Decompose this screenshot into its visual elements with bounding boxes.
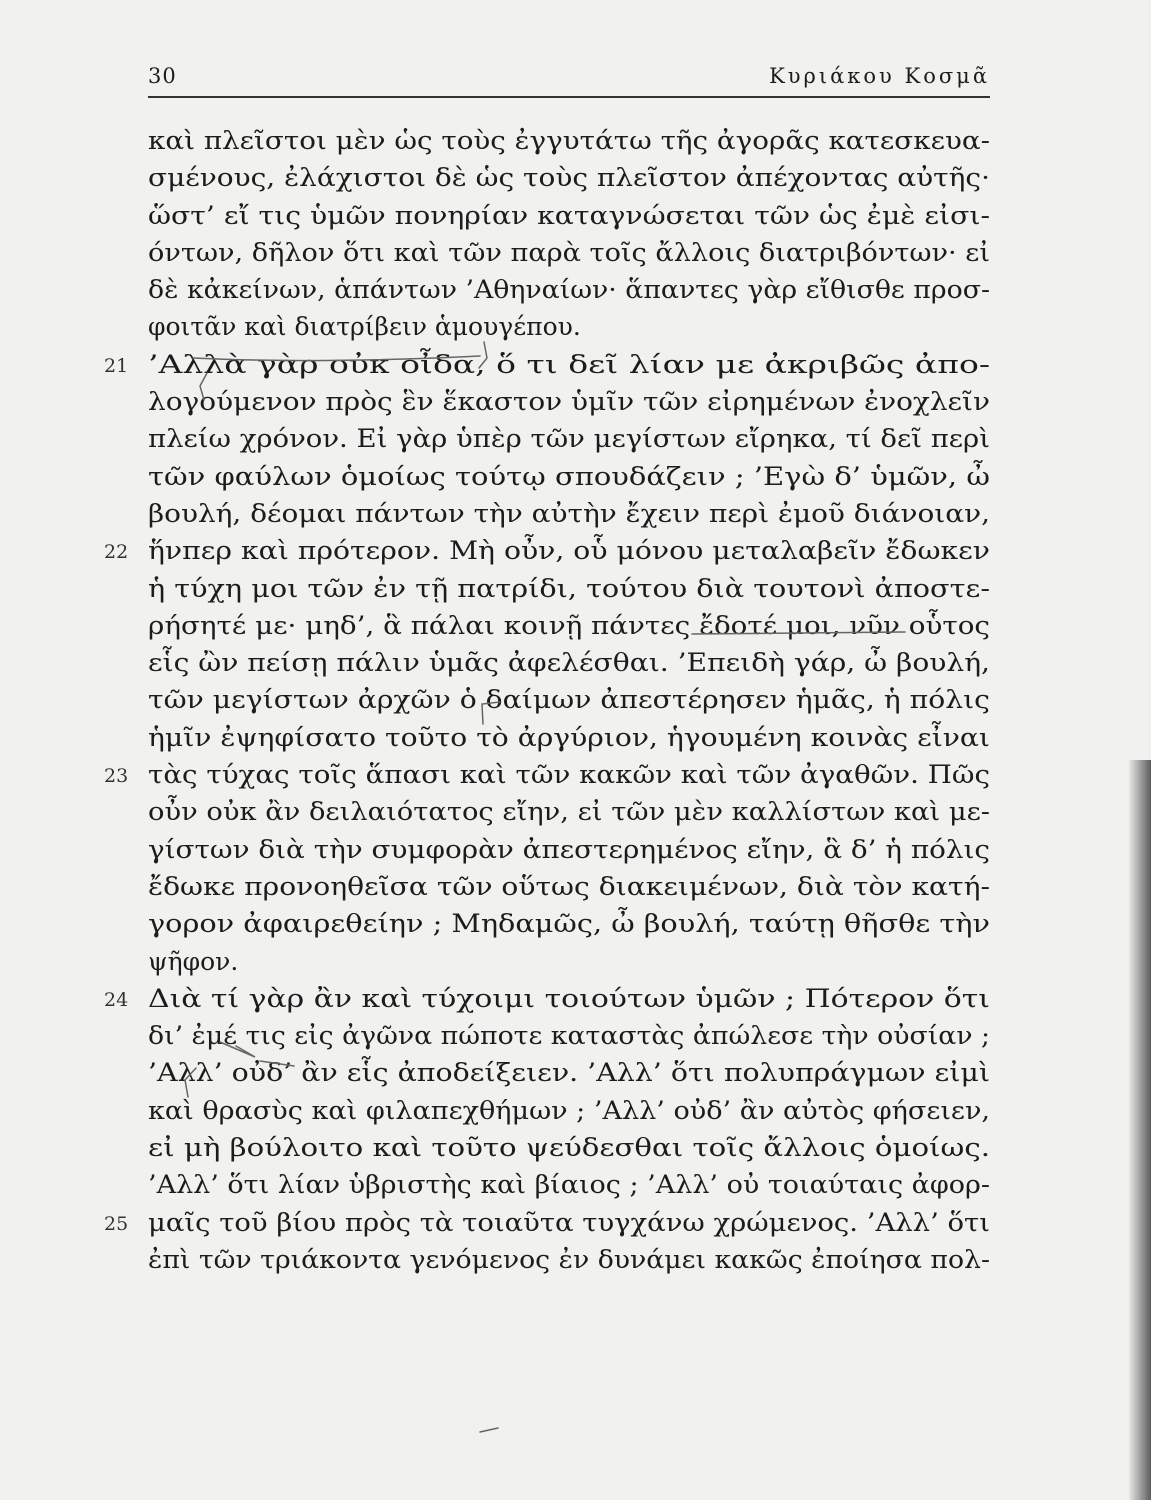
running-head: Κυριάκου Κοσμᾶ	[769, 64, 990, 88]
text-line	[148, 644, 990, 681]
section-number: 21	[104, 354, 129, 377]
line-text: γορον ἀφαιρεθείην ; Μηδαμῶς, ὦ βουλή, ταύτῃ θῆσθε τὴν	[148, 909, 990, 939]
text-line	[148, 495, 990, 532]
page-header	[148, 62, 990, 98]
main-text	[104, 122, 991, 1278]
text-line	[148, 308, 990, 345]
text-line	[148, 271, 990, 308]
line-text: ’Αλλ’ οὐδ’ ἂν εἷς ἀποδείξειεν. ’Αλλ’ ὅτι πολυπράγμων εἰμὶ	[148, 1058, 990, 1088]
line-text: ἔδωκε προνοηθεῖσα τῶν οὕτως διακειμένων, διὰ τὸν κατή-	[148, 871, 990, 901]
line-text: πλείω χρόνον. Εἰ γὰρ ὑπὲρ τῶν μεγίστων εἴρηκα, τί δεῖ περὶ	[148, 424, 990, 454]
line-text: ὥστ’ εἴ τις ὑμῶν πονηρίαν καταγνώσεται τῶν ὡς ἐμὲ εἰσι-	[148, 200, 990, 230]
line-text: λογούμενον πρὸς ἓν ἕκαστον ὑμῖν τῶν εἰρημένων ἐνοχλεῖν	[148, 387, 990, 417]
page-edge-shadow	[1129, 760, 1151, 1500]
text-line	[104, 532, 991, 569]
line-text: ἡμῖν ἐψηφίσατο τοῦτο τὸ ἀργύριον, ἡγουμένη κοινὰς εἶναι	[148, 722, 990, 752]
text-line	[148, 607, 990, 644]
section-number: 25	[104, 1212, 129, 1235]
section-number: 23	[104, 765, 129, 788]
line-text: ’Αλλὰ γὰρ οὐκ οἶδα, ὅ τι δεῖ λίαν με ἀκριβῶς ἀπο-	[148, 349, 990, 379]
text-line	[148, 197, 990, 234]
line-text: βουλή, δέομαι πάντων τὴν αὐτὴν ἔχειν περὶ ἐμοῦ διάνοιαν,	[148, 498, 990, 528]
text-line	[148, 719, 990, 756]
text-line	[148, 831, 990, 868]
line-text: τὰς τύχας τοῖς ἅπασι καὶ τῶν κακῶν καὶ τῶν ἀγαθῶν. Πῶς	[148, 760, 990, 790]
line-text: γίστων διὰ τὴν συμφορὰν ἀπεστερημένος εἴην, ἃ δ’ ἡ πόλις	[148, 834, 990, 864]
line-text: Διὰ τί γὰρ ἂν καὶ τύχοιμι τοιούτων ὑμῶν ; Πότερον ὅτι	[148, 983, 990, 1013]
line-text: ἥνπερ καὶ πρότερον. Μὴ οὖν, οὗ μόνου μεταλαβεῖν ἔδωκεν	[148, 536, 991, 566]
text-line	[148, 1017, 990, 1054]
line-text: τῶν φαύλων ὁμοίως τούτῳ σπουδάζειν ; ’Εγὼ δ’ ὑμῶν, ὦ	[148, 461, 990, 491]
line-text: καὶ πλεῖστοι μὲν ὡς τοὺς ἐγγυτάτω τῆς ἀγορᾶς κατεσκευα-	[148, 126, 990, 155]
line-text: ἐπὶ τῶν τριάκοντα γενόμενος ἐν δυνάμει κακῶς ἐποίησα πολ-	[148, 1244, 990, 1274]
text-line	[148, 1166, 990, 1203]
line-text: καὶ θρασὺς καὶ φιλαπεχθήμων ; ’Αλλ’ οὐδ’ ἂν αὐτὸς φήσειεν,	[148, 1095, 991, 1125]
line-text: τῶν μεγίστων ἀρχῶν ὁ δαίμων ἀπεστέρησεν ἡμᾶς, ἡ πόλις	[148, 685, 990, 715]
pencil-dash-mark	[480, 1428, 498, 1432]
text-line	[148, 868, 990, 905]
text-line	[148, 1092, 990, 1129]
text-line	[148, 458, 990, 495]
text-line	[148, 905, 990, 942]
line-text: ἡ τύχη μοι τῶν ἐν τῇ πατρίδι, τούτου διὰ τουτονὶ ἀποστε-	[148, 573, 990, 603]
text-line	[104, 346, 990, 383]
text-line	[148, 234, 990, 271]
text-line	[148, 420, 990, 457]
line-text: μαῖς τοῦ βίου πρὸς τὰ τοιαῦτα τυγχάνω χρώμενος. ’Αλλ’ ὅτι	[148, 1207, 990, 1237]
line-text: εἷς ὢν πείσῃ πάλιν ὑμᾶς ἀφελέσθαι. ’Επειδὴ γάρ, ὦ βουλή,	[148, 648, 990, 678]
text-line	[148, 159, 990, 196]
text-line	[148, 570, 990, 607]
line-text: ρήσητέ με· μηδ’, ἃ πάλαι κοινῇ πάντες ἔδοτέ μοι, νῦν οὗτος	[148, 610, 990, 640]
text-line	[148, 793, 990, 830]
line-text: εἰ μὴ βούλοιτο καὶ τοῦτο ψεύδεσθαι τοῖς ἄλλοις ὁμοίως.	[148, 1133, 990, 1163]
text-line	[148, 1241, 990, 1278]
text-line	[148, 383, 990, 420]
text-line	[104, 1204, 990, 1241]
text-line	[148, 1054, 990, 1091]
text-line	[104, 756, 990, 793]
line-text: δὲ κἀκείνων, ἁπάντων ’Αθηναίων· ἅπαντες γὰρ εἴθισθε προσ-	[148, 275, 990, 305]
text-line	[148, 1129, 990, 1166]
page-number: 30	[148, 64, 177, 88]
text-line	[104, 980, 990, 1017]
line-text: σμένους, ἐλάχιστοι δὲ ὡς τοὺς πλεῖστον ἀπέχοντας αὐτῆς·	[148, 163, 991, 193]
section-number: 24	[104, 988, 129, 1011]
text-line	[148, 681, 990, 718]
text-line	[148, 943, 990, 980]
line-text: δι’ ἐμέ τις εἰς ἀγῶνα πώποτε καταστὰς ἀπώλεσε τὴν οὐσίαν ;	[148, 1021, 990, 1051]
line-text: φοιτᾶν καὶ διατρίβειν ἁμουγέπου.	[148, 312, 581, 342]
text-line	[148, 122, 990, 159]
line-text: ψῆφον.	[148, 946, 239, 976]
line-text: ’Αλλ’ ὅτι λίαν ὑβριστὴς καὶ βίαιος ; ’Αλλ’ οὐ τοιαύταις ἀφορ-	[148, 1170, 990, 1200]
line-text: όντων, δῆλον ὅτι καὶ τῶν παρὰ τοῖς ἄλλοις διατριβόντων· εἰ	[148, 237, 991, 267]
line-text: οὖν οὐκ ἂν δειλαιότατος εἴην, εἰ τῶν μὲν καλλίστων καὶ με-	[148, 797, 990, 827]
section-number: 22	[104, 541, 129, 564]
